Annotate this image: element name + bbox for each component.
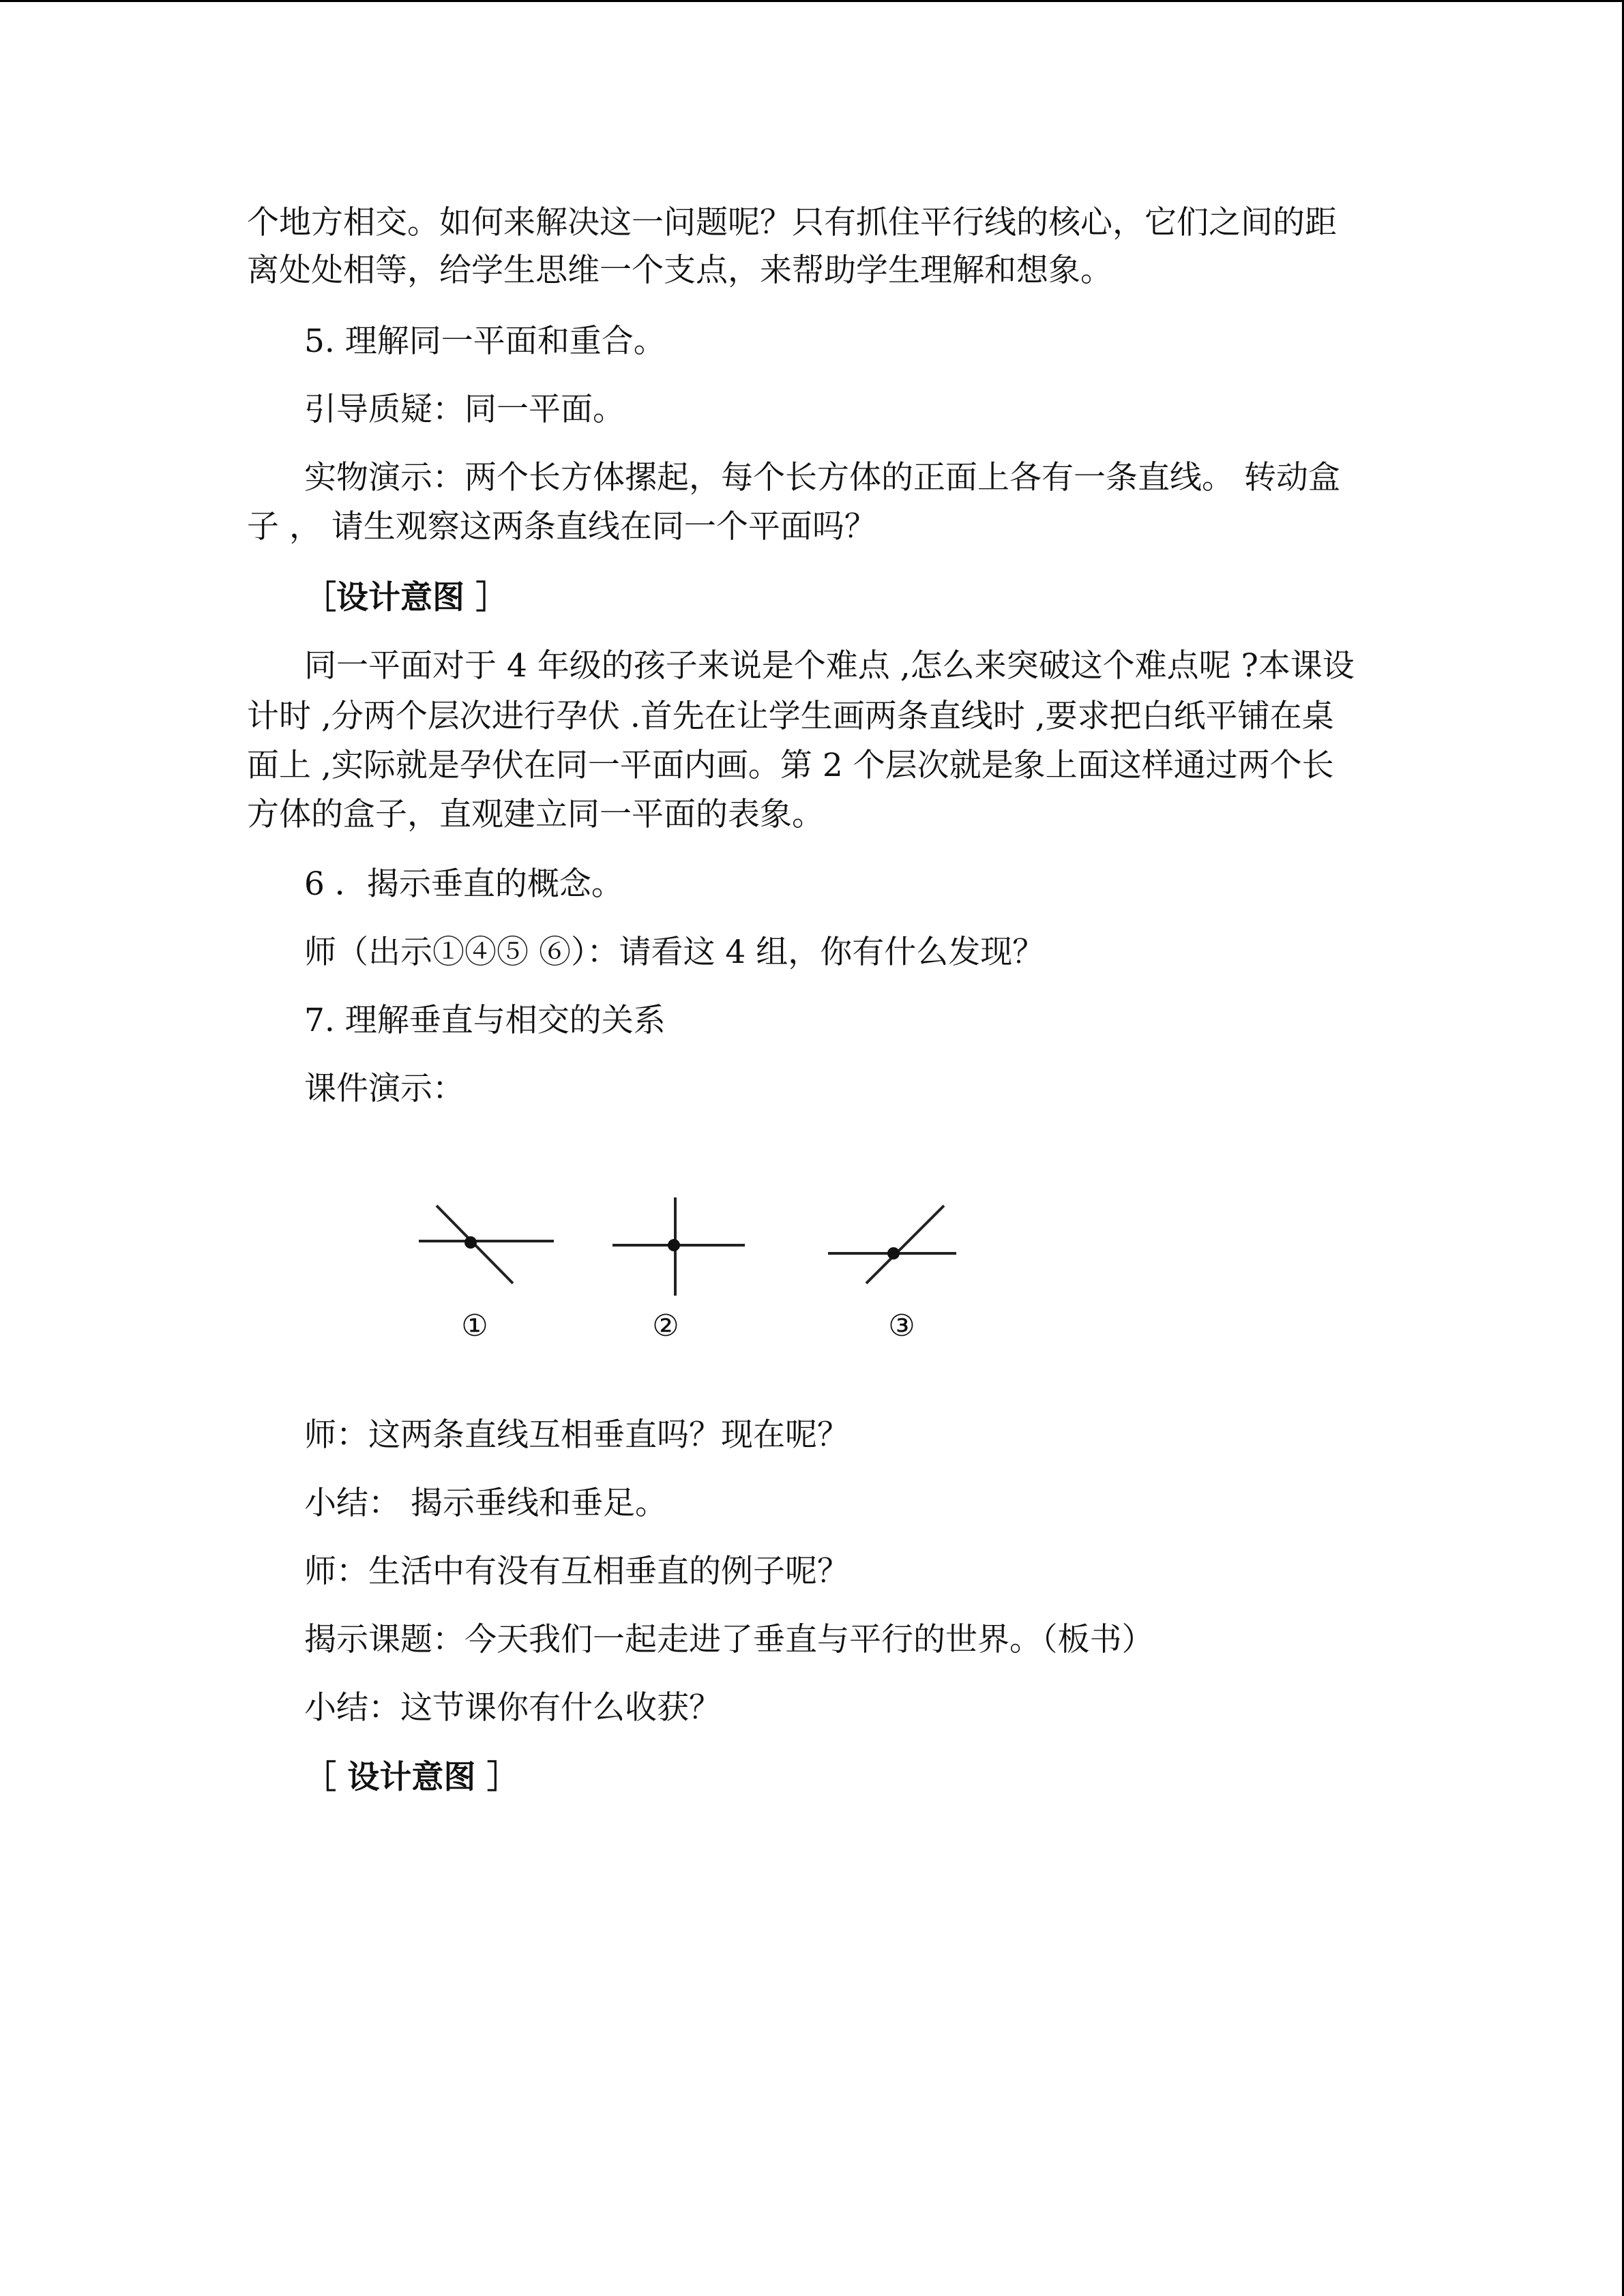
paragraph-line: 课件演示： [304,1070,464,1107]
paragraph-line: 实物演示：两个长方体摞起，每个长方体的正面上各有一条直线。 转动盒 [304,459,1340,496]
paragraph-line: 个地方相交。如何来解决这一问题呢？只有抓住平行线的核心，它们之间的距 [247,204,1337,241]
design-intent-heading: ［设计意图 ］ [304,579,508,616]
paragraph-line: 小结：这节课你有什么收获？ [304,1689,721,1727]
paragraph-line: 子 ， 请生观察这两条直线在同一个平面吗？ [247,508,876,546]
paragraph-line: 同一平面对于 4 年级的孩子来说是个难点 ,怎么来突破这个难点呢 ?本课设 [304,647,1355,685]
figure-3-slanted-line [866,1206,944,1283]
figure-3-intersection-point [887,1247,900,1259]
paragraph-line: 离处处相等，给学生思维一个支点，来帮助学生理解和想象。 [247,252,1112,289]
figure-2-intersection-point [668,1239,680,1251]
figure-1-intersection-point [464,1236,477,1249]
paragraph-line: 揭示课题：今天我们一起走进了垂直与平行的世界。（板书） [304,1621,1154,1658]
paragraph-line: 师：生活中有没有互相垂直的例子呢？ [304,1553,849,1590]
paragraph-line: 师（出示①④⑤ ⑥）：请看这 4 组，你有什么发现？ [304,934,1045,971]
paragraph-line: 面上 ,实际就是孕伏在同一平面内画。第 2 个层次就是象上面这样通过两个长 [247,747,1334,784]
section-heading-6: 6 ．揭示垂直的概念。 [304,865,623,903]
page-top-border [0,0,1624,2]
figure-label-2: ② [652,1309,679,1343]
paragraph-line: 计时 ,分两个层次进行孕伏 .首先在让学生画两条直线时 ,要求把白纸平铺在桌 [247,698,1334,735]
paragraph-line: 方体的盒子，直观建立同一平面的表象。 [247,796,824,833]
paragraph-line: 师：这两条直线互相垂直吗？现在呢？ [304,1416,849,1454]
section-heading-5: 5. 理解同一平面和重合。 [304,323,666,360]
figure-label-3: ③ [888,1309,915,1343]
figure-label-1: ① [461,1309,488,1343]
design-intent-heading: ［ 设计意图 ］ [304,1759,519,1796]
paragraph-line: 引导质疑：同一平面。 [304,391,625,428]
paragraph-line: 小结： 揭示垂线和垂足。 [304,1485,667,1522]
section-heading-7: 7. 理解垂直与相交的关系 [304,1002,666,1039]
